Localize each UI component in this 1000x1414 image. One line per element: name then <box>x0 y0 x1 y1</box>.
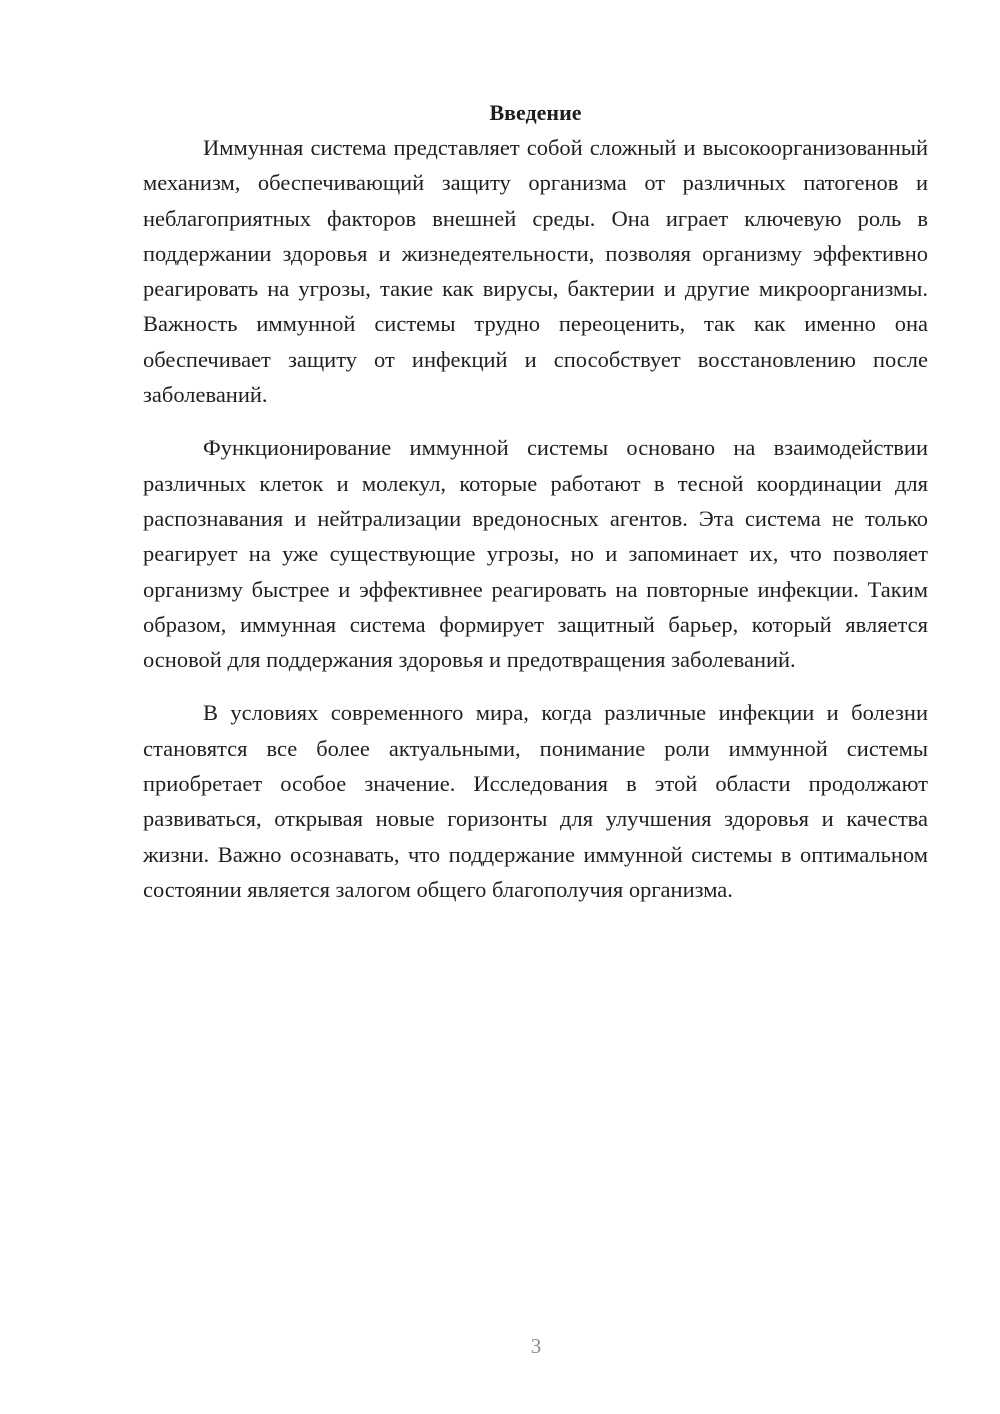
paragraph-2: Функционирование иммунной системы основано на взаимодействии различных клеток и молекул, которые работают в тесной координации для распознавания и нейтрализации вредоносных агентов. Эта система не только реагирует на уже существующие угрозы, но и запоминает их, что позволяет организму быстрее и эффективнее реагировать на повторные инфекции. Таким образом, иммунная система формирует защитный барьер, который является основой для поддержания здоровья и предотвращения заболеваний. <box>143 435 928 673</box>
section-heading: Введение <box>489 100 582 125</box>
paragraph-1: Иммунная система представляет собой сложный и высокоорганизованный механизм, обеспечивающий защиту организма от различных патогенов и неблагоприятных факторов внешней среды. Она играет ключевую роль в поддержании здоровья и жизнедеятельности, позволяя организму эффективно реагировать на угрозы, такие как вирусы, бактерии и другие микроорганизмы. Важность иммунной системы трудно переоценить, так как именно она обеспечивает защиту от инфекций и способствует восстановлению после заболеваний. <box>143 135 928 408</box>
paragraph-3: В условиях современного мира, когда различные инфекции и болезни становятся все более актуальными, понимание роли иммунной системы приобретает особое значение. Исследования в этой области продолжают развиваться, открывая новые горизонты для улучшения здоровья и качества жизни. Важно осознавать, что поддержание иммунной системы в оптимальном состоянии является залогом общего благополучия организма. <box>143 700 928 902</box>
page-content <box>143 95 928 925</box>
page-number: 3 <box>530 1334 542 1358</box>
